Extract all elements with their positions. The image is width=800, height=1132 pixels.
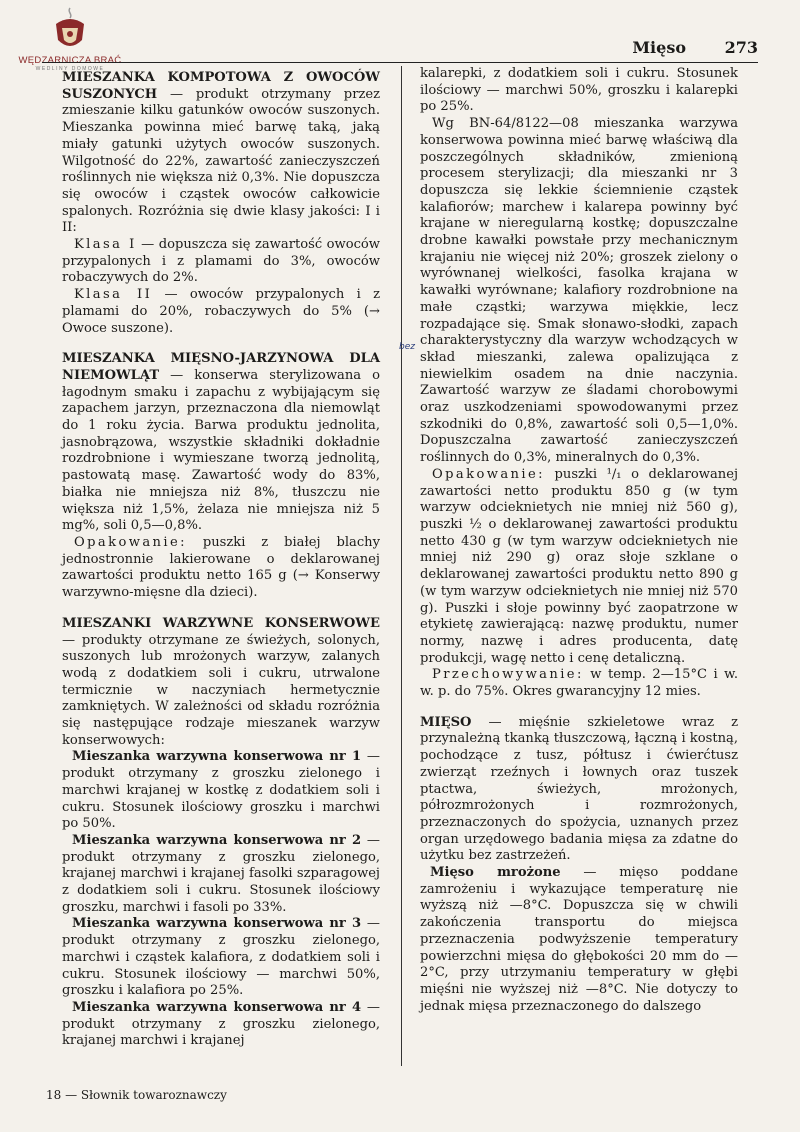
page-number: 273 bbox=[724, 38, 758, 57]
packaging-label: Opakowanie: bbox=[432, 466, 545, 482]
entry-subparagraph bbox=[62, 287, 380, 337]
subentry-headword: Mieszanka warzywna konserwowa nr 1 bbox=[72, 749, 362, 765]
entry-text: — konserwa sterylizowana o łagodnym smaku i zapachu z wybijającym się zapachem jarzyn, przeznaczona dla niemowląt do 1 roku życia. Barwa produktu jednolita, jasnobrązowa, wszystkie składniki dokładnie rozdrobnione i wymieszane tworzą jednolitą, pastowatą masę. Zawartość wody do 83%, białka nie mniejsza niż 8%, tłuszczu nie większa niż 1,5%, żelaza nie mniejsza niż 5 mg%, soli 0,5—0,8%. bbox=[62, 367, 380, 534]
entry-text: puszki z białej blachy jednostronnie lakierowane o deklarowanej zawartości produktu netto 165 g (→ Konserwy warzywno-mięsne dla dzieci). bbox=[62, 534, 380, 601]
entry-headword: MIESZANKA KOMPOTOWA Z OWOCÓW SUSZONYCH bbox=[62, 70, 380, 102]
quality-class-label: Klasa II bbox=[74, 287, 153, 303]
entry-text: — produkt otrzymany z groszku zielonego, krajanej marchwi i krajanej fasolki szparagowej z dodatkiem soli i cukru. Stosunek ilościowy groszku, marchwi i fasoli po 33%. bbox=[62, 832, 380, 915]
entry-text: — mięśnie szkieletowe wraz z przynależną tkanką tłuszczową, łączną i kostną, pochodzące z tusz, półtusz i ćwierćtusz zwierząt rzeźnych i łownych oraz tuszek ptactwa, świeżych, mrożonych, półrozmrożonych i rozmrożonych, przeznaczonych do spożycia, uznanych przez organ urzędowego badania mięsa za zdatne do użytku bez zastrzeżeń. bbox=[420, 714, 738, 864]
entry-text: — owoców przypalonych i z plamami do 20%, robaczywych do 5% (→ Owoce suszone). bbox=[62, 287, 381, 336]
entry-subparagraph bbox=[420, 667, 738, 700]
header-rule bbox=[42, 62, 758, 63]
page-footer: 18 — Słownik towaroznawczy bbox=[46, 1088, 227, 1102]
entry-text: — dopuszcza się zawartość owoców przypalonych i z plamami do 3%, owoców robaczywych do 2%. bbox=[62, 237, 380, 286]
entry-subparagraph bbox=[420, 467, 738, 667]
entry-headword: MIESZANKA MIĘSNO-JARZYNOWA DLA NIEMOWLĄT bbox=[62, 351, 380, 383]
entry-mieszanka-miesno-jarzynowa bbox=[62, 351, 380, 535]
entry-text: puszki ¹/₁ o deklarowanej zawartości netto produktu 850 g (w tym warzyw odcieknietych nie mniej niż 560 g), puszki ½ o deklarowanej zawartości produktu netto 430 g (w tym warzyw odcieknietych nie mniej niż 290 g) oraz słoje szklane o deklarowanej zawartości produktu netto 890 g (w tym warzyw odcieknietych nie mniej niż 570 g). Puszki i słoje powinny być zaopatrzone w etykietę zawierającą: nazwę produktu, numer normy, nazwę i adres producenta, datę produkcji, wagę netto i cenę detaliczną. bbox=[420, 466, 738, 666]
entry-mieso bbox=[420, 715, 738, 865]
entry-text: — produkt otrzymany z groszku zielonego i marchwi krajanej w kostkę z dodatkiem soli i cukru. Stosunek ilościowy groszku i marchwi po 50%. bbox=[62, 749, 380, 832]
handwritten-margin-note: bez bbox=[399, 342, 415, 352]
entry-subentry bbox=[62, 833, 380, 917]
entry-subentry bbox=[62, 916, 380, 1000]
running-header bbox=[42, 38, 758, 62]
entry-headword: MIĘSO bbox=[420, 714, 472, 730]
storage-label: Przechowywanie: bbox=[432, 667, 584, 683]
left-column bbox=[62, 66, 380, 1050]
logo-brand: WĘDZARNICZA BRAĆ bbox=[18, 55, 122, 66]
entry-subentry bbox=[62, 749, 380, 833]
entry-text: — produkty otrzymane ze świeżych, solonych, suszonych lub mrożonych warzyw, zalanych wodą z dodatkiem soli i cukru, utrwalone termicznie w naczyniach hermetycznie zamkniętych. W zależności od składu rozróżnia się następujące rodzaje mieszanek warzyw konserwowych: bbox=[62, 632, 380, 748]
subentry-headword: Mieszanka warzywna konserwowa nr 2 bbox=[72, 832, 362, 848]
right-column bbox=[420, 66, 738, 1015]
entry-text: w temp. 2—15°C i w. w. p. do 75%. Okres gwarancyjny 12 mies. bbox=[420, 667, 738, 700]
subentry-headword: Mieszanka warzywna konserwowa nr 3 bbox=[72, 916, 362, 932]
entry-mieszanki-warzywne bbox=[62, 616, 380, 750]
subentry-headword: Mięso mrożone bbox=[430, 865, 561, 881]
entry-subentry bbox=[62, 1000, 380, 1050]
subentry-headword: Mieszanka warzywna konserwowa nr 4 bbox=[72, 999, 362, 1015]
entry-text: — mięso poddane zamrożeniu i wykazujące temperaturę nie wyższą niż —8°C. Dopuszcza się w chwili zakończenia transportu do miejsca przeznaczenia podwyższenie temperatury powierzchni mięsa do głębokości 20 mm do —2°C, przy utrzymaniu temperatury w głębi mięśni nie wyższej niż —8°C. Nie dotyczy to jednak mięsa przeznaczonego do dalszego bbox=[420, 865, 738, 1014]
entry-subparagraph bbox=[62, 237, 380, 287]
entry-continuation: kalarepki, z dodatkiem soli i cukru. Stosunek ilościowy — marchwi 50%, groszku i kalarepki po 25%. bbox=[420, 66, 738, 115]
entry-norm-paragraph: Wg BN-64/8122—08 mieszanka warzywa konserwowa powinna mieć barwę właściwą dla poszczególnych składników, zmienioną procesem sterylizacji; dla mieszanki nr 3 dopuszcza się lekkie ściemnienie cząstek kalafiorów; marchew i kalarepa powinny być krajane w nieregularną kostkę; dopuszczalne drobne kawałki powstałe przy mechanicznym krajaniu nie więcej niż 20%; groszek zielony o wyrównanej wielkości, fasolka krajana w kawałki wyrównane; kalafiory rozdrobnione na małe cząstki; warzywa miękkie, lecz rozpadające się. Smak słonawo-słodki, zapach charakterystyczny dla warzyw wchodzących w skład mieszanki, zalewa opalizująca z niewielkim osadem na dnie naczynia. Zawartość warzyw ze śladami chorobowymi oraz uszkodzeniami spowodowanymi przez szkodniki do 0,8%, zawartość soli 0,5—1,0%. Dopuszczalna zawartość zanieczyszczeń roślinnych do 0,3%, mineralnych do 0,3%. bbox=[420, 116, 738, 466]
entry-subparagraph bbox=[62, 535, 380, 602]
logo-subtitle: WEDLINY DOMOWE bbox=[35, 66, 105, 72]
entry-headword: MIESZANKI WARZYWNE KONSERWOWE bbox=[62, 615, 380, 631]
entry-text: — produkt otrzymany z groszku zielonego, krajanej marchwi i krajanej bbox=[62, 999, 380, 1049]
entry-subentry bbox=[420, 865, 738, 1015]
quality-class-label: Klasa I bbox=[74, 237, 137, 253]
running-title: Mięso bbox=[632, 38, 686, 57]
entry-mieszanka-kompotowa bbox=[62, 70, 380, 237]
entry-text: — produkt otrzymany z groszku zielonego, marchwi i cząstek kalafiora, z dodatkiem soli i cukru. Stosunek ilościowy — marchwi 50%, groszku i kalafiora po 25%. bbox=[62, 916, 380, 999]
packaging-label: Opakowanie: bbox=[74, 534, 187, 550]
column-divider bbox=[401, 66, 402, 1066]
entry-text: — produkt otrzymany przez zmieszanie kilku gatunków owoców suszonych. Mieszanka powinna mieć barwę taką, jaką miały gatunki użytych owoców suszonych. Wilgotność do 22%, zawartość zanieczyszczeń roślinnych nie większa niż 0,3%. Nie dopuszcza się owoców i cząstek owoców całkowicie spalonych. Rozróżnia się dwie klasy jakości: I i II: bbox=[62, 86, 380, 236]
